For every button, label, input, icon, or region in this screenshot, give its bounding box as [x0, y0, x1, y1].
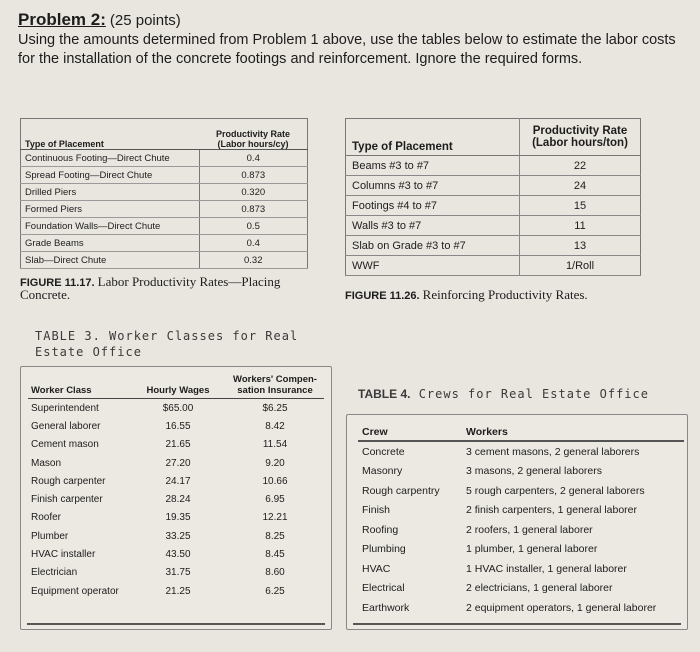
crew-workers-cell: 2 electricians, 1 general laborer	[466, 582, 613, 595]
worker-row	[28, 436, 324, 454]
worker-wage-cell: $65.00	[162, 402, 194, 414]
worker-insurance-cell: 6.95	[265, 494, 285, 506]
crew-row	[358, 520, 684, 540]
worker-insurance-cell: 8.25	[265, 530, 285, 542]
t3-header-worker-class: Worker Class	[28, 374, 130, 399]
problem-text: Using the amounts determined from Problem 1 above, use the tables below to estimate the labor costs for the installation of the concrete footings and reinforcement. Ignore the required forms.	[18, 32, 676, 67]
worker-wage-cell: 27.20	[165, 457, 191, 469]
worker-classes-table	[28, 374, 324, 600]
placing-rate-cell: 0.873	[199, 167, 308, 184]
crew-crew-cell: Electrical	[362, 582, 405, 595]
placing-row	[21, 218, 308, 235]
placing-rate-cell: 0.320	[199, 184, 308, 201]
worker-insurance-cell: 9.20	[265, 457, 285, 469]
worker-row	[28, 472, 324, 490]
figure-11-26-label: FIGURE 11.26.	[345, 290, 420, 302]
problem-heading	[18, 10, 690, 69]
worker-wage-cell: 33.25	[165, 530, 191, 542]
table-4-title	[358, 386, 678, 402]
worker-wage-cell: 24.17	[165, 475, 191, 487]
worker-class-cell: Roofer	[31, 512, 62, 524]
figure-11-17-text: Labor Productivity Rates—Placing Concrete.	[20, 274, 281, 302]
crew-row	[358, 441, 684, 462]
reinforcing-row	[346, 156, 641, 176]
worker-wage-cell: 16.55	[165, 420, 191, 432]
t3-header-insurance: Workers' Compen-sation Insurance	[226, 374, 324, 399]
worker-class-cell: Finish carpenter	[31, 494, 103, 506]
reinforcing-type-cell: Footings #4 to #7	[346, 196, 520, 216]
crew-crew-cell: Concrete	[362, 445, 405, 458]
reinforcing-type-cell: Beams #3 to #7	[346, 156, 520, 176]
worker-row	[28, 399, 324, 418]
worker-class-cell: General laborer	[31, 420, 101, 432]
figure-11-17-caption	[20, 276, 310, 302]
worker-row	[28, 545, 324, 563]
reinforcing-rate-cell: 11	[520, 216, 641, 236]
reinforcing-row	[346, 196, 641, 216]
problem-title: Problem 2:	[18, 10, 106, 29]
reinforcing-row	[346, 256, 641, 276]
table-3-label: TABLE 3.	[35, 329, 101, 343]
reinforcing-row	[346, 216, 641, 236]
reinforcing-rate-cell: 13	[520, 236, 641, 256]
worker-wage-cell: 28.24	[165, 494, 191, 506]
placing-type-cell: Grade Beams	[21, 235, 200, 252]
placing-type-cell: Formed Piers	[21, 201, 200, 218]
placing-rate-cell: 0.5	[199, 218, 308, 235]
crew-workers-cell: 1 HVAC installer, 1 general laborer	[466, 562, 627, 575]
t4-header-crew: Crew	[358, 426, 462, 441]
crew-workers-cell: 3 masons, 2 general laborers	[466, 465, 602, 478]
crew-row	[358, 579, 684, 599]
crew-crew-cell: Plumbing	[362, 543, 406, 556]
placing-rate-cell: 0.32	[199, 252, 308, 269]
crew-workers-cell: 5 rough carpenters, 2 general laborers	[466, 484, 645, 497]
reinforcing-rate-cell: 24	[520, 176, 641, 196]
reinforcing-type-cell: Columns #3 to #7	[346, 176, 520, 196]
placing-header-rate: Productivity Rate (Labor hours/cy)	[199, 119, 308, 150]
table-3-title	[35, 328, 325, 360]
worker-row	[28, 582, 324, 600]
table-3-heading: Worker Classes for Real Estate Office	[35, 329, 299, 359]
crew-crew-cell: Rough carpentry	[362, 484, 440, 497]
t4-header-workers: Workers	[462, 426, 684, 441]
worker-wage-cell: 21.65	[165, 439, 191, 451]
placing-row	[21, 252, 308, 269]
placing-rate-cell: 0.4	[199, 150, 308, 167]
worker-insurance-cell: 8.42	[265, 420, 285, 432]
reinforcing-type-cell: Slab on Grade #3 to #7	[346, 236, 520, 256]
worker-insurance-cell: 6.25	[265, 585, 285, 597]
worker-row	[28, 490, 324, 508]
worker-class-cell: Equipment operator	[31, 585, 119, 597]
worker-wage-cell: 31.75	[165, 567, 191, 579]
reinforcing-productivity-table	[345, 118, 641, 276]
crew-workers-cell: 3 cement masons, 2 general laborers	[466, 445, 640, 458]
problem-points: (25 points)	[109, 12, 181, 29]
worker-class-cell: Superintendent	[31, 402, 99, 414]
worker-insurance-cell: 11.54	[262, 439, 288, 451]
figure-11-26-text: Reinforcing Productivity Rates.	[422, 287, 588, 302]
crew-row	[358, 462, 684, 482]
worker-class-cell: Rough carpenter	[31, 475, 106, 487]
reinforcing-header-type: Type of Placement	[346, 119, 520, 156]
crews-table	[358, 426, 684, 618]
placing-type-cell: Drilled Piers	[21, 184, 200, 201]
reinforcing-row	[346, 236, 641, 256]
crew-row	[358, 481, 684, 501]
reinforcing-rate-cell: 15	[520, 196, 641, 216]
worker-insurance-cell: 8.60	[265, 567, 285, 579]
placing-row	[21, 184, 308, 201]
worker-insurance-cell: 8.45	[265, 549, 285, 561]
reinforcing-type-cell: WWF	[346, 256, 520, 276]
placing-type-cell: Foundation Walls—Direct Chute	[21, 218, 200, 235]
worker-insurance-cell: 12.21	[262, 512, 288, 524]
crew-row	[358, 598, 684, 618]
table-4-label: TABLE 4.	[358, 387, 411, 401]
crew-row	[358, 559, 684, 579]
worker-row	[28, 454, 324, 472]
crew-row	[358, 501, 684, 521]
crew-crew-cell: Roofing	[362, 523, 399, 536]
reinforcing-type-cell: Walls #3 to #7	[346, 216, 520, 236]
worker-row	[28, 527, 324, 545]
worker-class-cell: Electrician	[31, 567, 78, 579]
placing-row	[21, 201, 308, 218]
crew-row	[358, 540, 684, 560]
crew-crew-cell: HVAC	[362, 562, 391, 575]
crew-workers-cell: 2 finish carpenters, 1 general laborer	[466, 504, 638, 517]
placing-row	[21, 150, 308, 167]
worker-insurance-cell: 10.66	[262, 475, 288, 487]
worker-class-cell: Cement mason	[31, 439, 99, 451]
reinforcing-header-rate: Productivity Rate (Labor hours/ton)	[520, 119, 641, 156]
worker-class-cell: HVAC installer	[31, 549, 96, 561]
worker-row	[28, 564, 324, 582]
crew-crew-cell: Masonry	[362, 465, 403, 478]
placing-row	[21, 167, 308, 184]
reinforcing-rate-cell: 1/Roll	[520, 256, 641, 276]
placing-type-cell: Slab—Direct Chute	[21, 252, 200, 269]
crew-workers-cell: 2 equipment operators, 1 general laborer	[466, 601, 657, 614]
worker-wage-cell: 43.50	[165, 549, 191, 561]
reinforcing-rate-cell: 22	[520, 156, 641, 176]
table-4-heading: Crews for Real Estate Office	[418, 387, 649, 401]
placing-rate-cell: 0.873	[199, 201, 308, 218]
worker-row	[28, 417, 324, 435]
placing-type-cell: Spread Footing—Direct Chute	[21, 167, 200, 184]
placing-header-type: Type of Placement	[21, 119, 200, 150]
worker-class-cell: Plumber	[31, 530, 69, 542]
placing-rate-cell: 0.4	[199, 235, 308, 252]
crew-workers-cell: 1 plumber, 1 general laborer	[466, 543, 598, 556]
figure-11-17-label: FIGURE 11.17.	[20, 277, 95, 289]
placing-productivity-table	[20, 118, 308, 269]
placing-row	[21, 235, 308, 252]
t3-header-hourly-wages: Hourly Wages	[130, 374, 226, 399]
placing-type-cell: Continuous Footing—Direct Chute	[21, 150, 200, 167]
worker-row	[28, 509, 324, 527]
worker-insurance-cell: $6.25	[262, 402, 288, 414]
worker-wage-cell: 21.25	[165, 585, 191, 597]
crew-crew-cell: Finish	[362, 504, 391, 517]
worker-wage-cell: 19.35	[165, 512, 191, 524]
figure-11-26-caption	[345, 289, 675, 302]
reinforcing-row	[346, 176, 641, 196]
crew-workers-cell: 2 roofers, 1 general laborer	[466, 523, 593, 536]
crew-crew-cell: Earthwork	[362, 601, 410, 614]
worker-class-cell: Mason	[31, 457, 62, 469]
